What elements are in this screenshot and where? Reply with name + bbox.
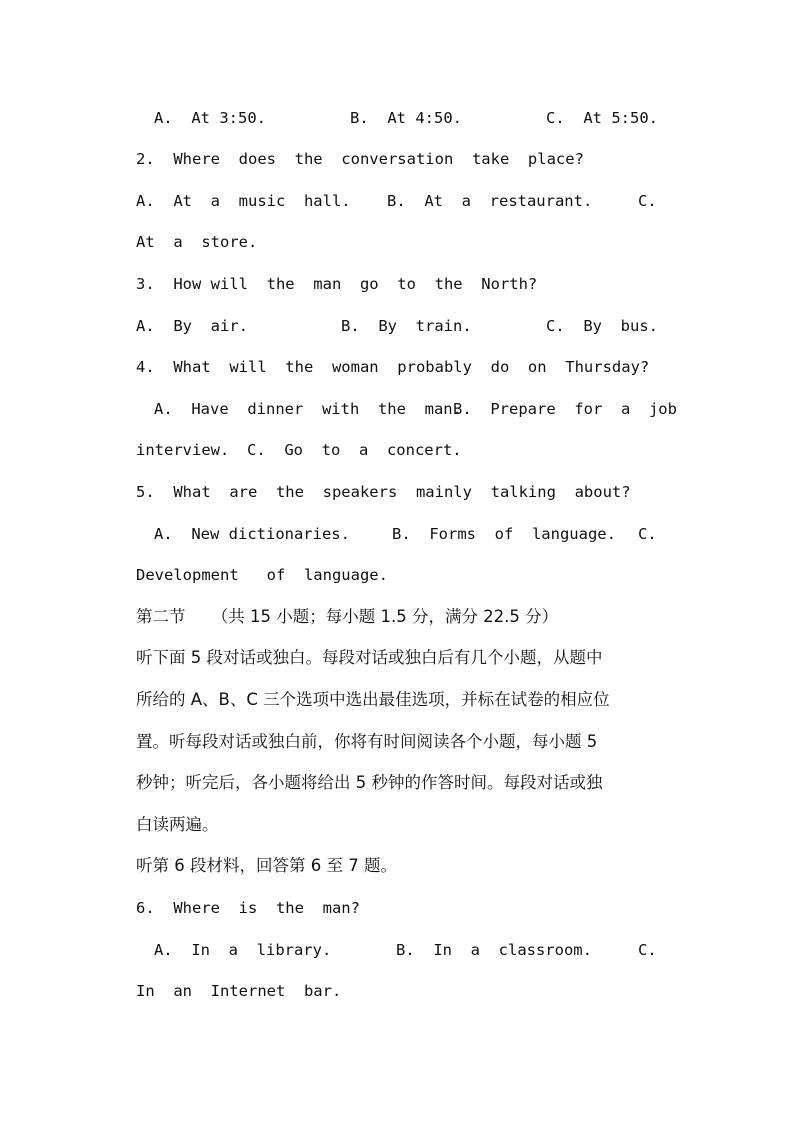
q6-stem-line [0,893,794,923]
q2-stem: 2. Where does the conversation take place? [136,150,584,168]
section2-instructions-line-5 [0,810,794,840]
section2-instructions-line-3 [0,727,794,757]
material-6-line [0,851,794,881]
q4-stem-line [0,352,794,382]
section2-instructions-line-4 [0,768,794,798]
q3-stem-line [0,269,794,299]
section2-instruction: 所给的 A、B、C 三个选项中选出最佳选项，并标在试卷的相应位 [136,690,610,709]
section2-instructions-line-1 [0,643,794,673]
q6-options [0,935,794,965]
q4-option-b-cont: interview. [136,441,230,459]
section2-heading: 第二节 （共 15 小题；每小题 1.5 分，满分 22.5 分） [136,607,559,626]
q3-option-b: B. By train. [341,317,472,335]
q4-options [0,394,794,424]
q2-option-c-label: C. [638,192,657,210]
q6-stem: 6. Where is the man? [136,899,360,917]
q2-option-c-text: At a store. [136,233,258,251]
q3-option-c: C. By bus. [546,317,658,335]
q5-option-c-text: Development of language. [136,566,388,584]
q5-option-b: B. Forms of language. [392,525,616,543]
section2-heading-line [0,602,794,632]
q6-option-b: B. In a classroom. [396,941,592,959]
q5-option-a: A. New dictionaries. [154,525,350,543]
q1-option-a: A. At 3:50. [154,109,266,127]
q5-stem: 5. What are the speakers mainly talking about? [136,483,631,501]
q5-option-c-line [0,560,794,590]
q5-stem-line [0,477,794,507]
q2-option-b: B. At a restaurant. [387,192,593,210]
q2-stem-line [0,144,794,174]
q4-option-b: B. Prepare for a job [453,400,677,418]
q1-options [0,103,794,133]
q2-option-a: A. At a music hall. [136,192,351,210]
q6-option-c-line [0,976,794,1006]
q3-option-a: A. By air. [136,317,248,335]
q4-options-cont [0,435,794,465]
q3-stem: 3. How will the man go to the North? [136,275,538,293]
material-6-instruction: 听第 6 段材料，回答第 6 至 7 题。 [136,856,397,875]
q5-option-c-label: C. [638,525,657,543]
q3-options [0,311,794,341]
section2-instruction: 听下面 5 段对话或独白。每段对话或独白后有几个小题，从题中 [136,648,603,667]
q6-option-c-label: C. [638,941,657,959]
section2-instructions-line-2 [0,685,794,715]
q2-options [0,186,794,216]
q2-option-c-line [0,227,794,257]
section2-instruction: 置。听每段对话或独白前，你将有时间阅读各个小题，每小题 5 [136,732,598,751]
section2-instruction: 白读两遍。 [136,815,219,834]
q4-stem: 4. What will the woman probably do on Thursday? [136,358,650,376]
section2-instruction: 秒钟；听完后，各小题将给出 5 秒钟的作答时间。每段对话或独 [136,773,603,792]
q1-option-b: B. At 4:50. [350,109,462,127]
q1-option-c: C. At 5:50. [546,109,658,127]
q6-option-c-text: In an Internet bar. [136,982,342,1000]
q6-option-a: A. In a library. [154,941,332,959]
q4-option-a: A. Have dinner with the man. [154,400,462,418]
q4-option-c: C. Go to a concert. [247,441,462,459]
q5-options [0,519,794,549]
